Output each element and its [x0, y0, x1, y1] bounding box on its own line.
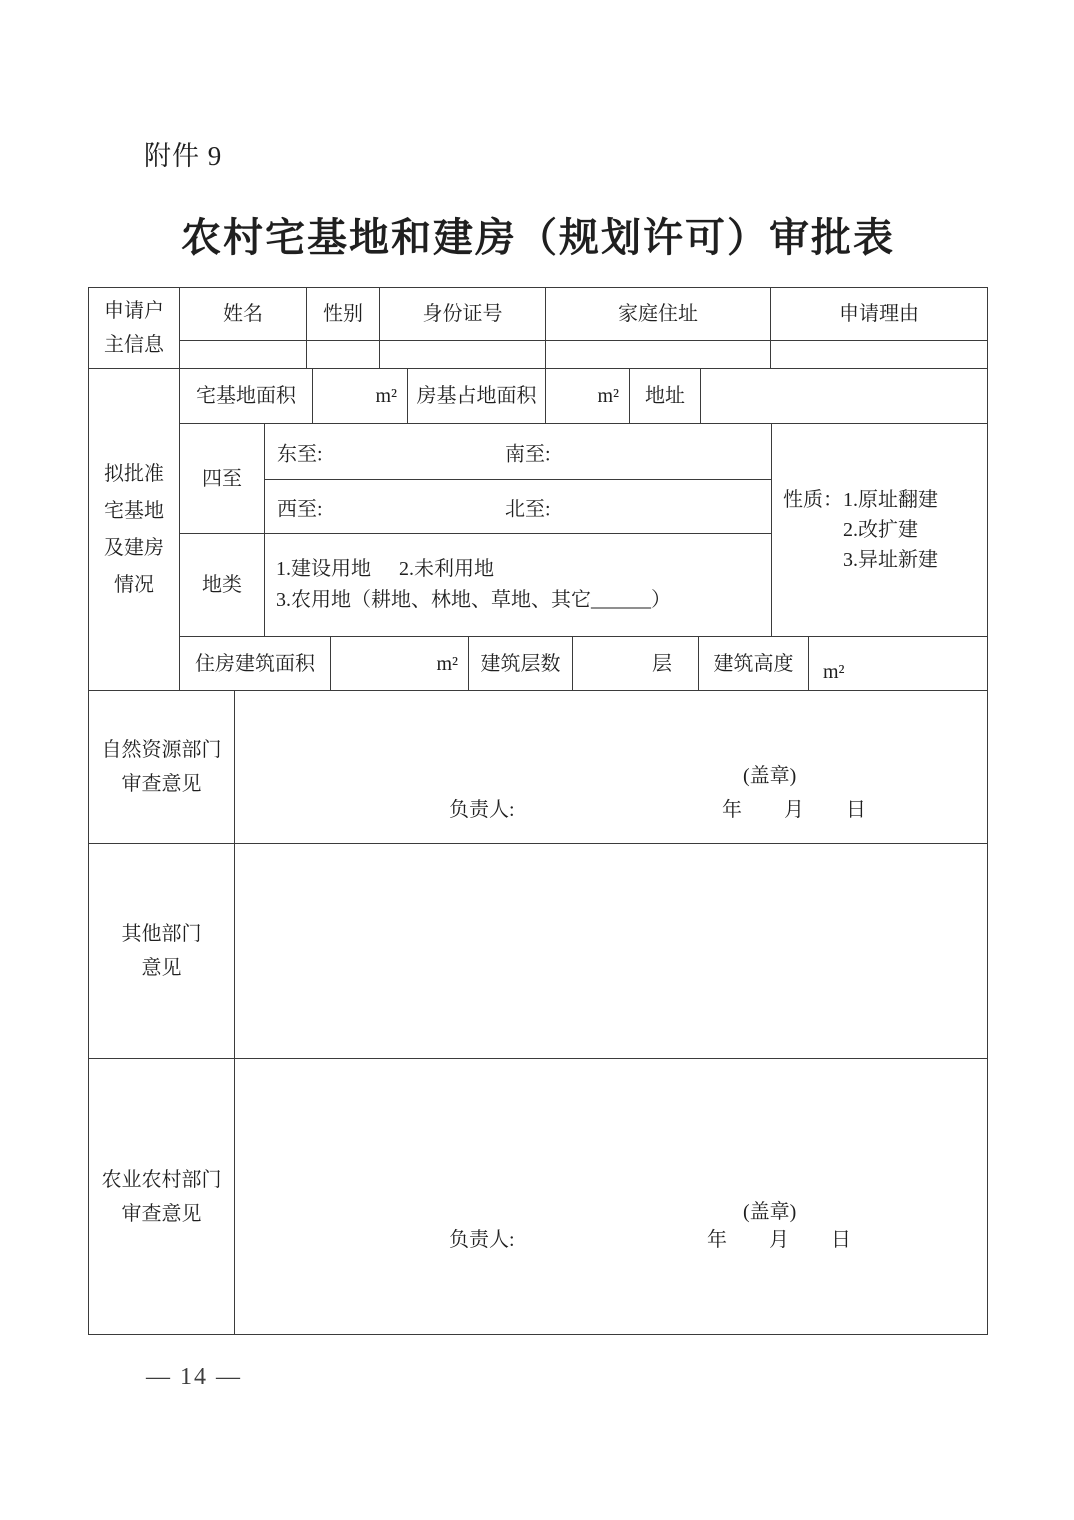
land-type-label: 地类: [180, 534, 265, 636]
homestead-section: [89, 369, 987, 691]
agriculture-label: 农业农村部门审查意见: [101, 1168, 222, 1225]
approval-form-table: [88, 287, 988, 1335]
stamp-placeholder: (盖章): [743, 1201, 797, 1223]
storeys-label: 建筑层数: [469, 637, 573, 690]
other-departments-label: 其他部门意见: [121, 923, 202, 979]
address-label: 地址: [630, 369, 701, 423]
year-label: 年: [707, 1229, 727, 1251]
reason-fill-cell: [771, 341, 987, 368]
other-departments-section: [89, 844, 987, 1059]
day-label: 日: [831, 1229, 851, 1251]
header-gender: 性别: [307, 288, 380, 340]
header-home-address: 家庭住址: [546, 288, 771, 340]
land-type-options: [265, 534, 771, 636]
applicant-info-section: [89, 288, 987, 369]
signer-label: 负责人:: [449, 799, 515, 821]
floor-area-label: 住房建筑面积: [180, 637, 331, 690]
nature-option-new-site: 3.异址新建: [843, 549, 938, 571]
nature-options: [772, 424, 987, 636]
nature-prefix: 性质：: [783, 489, 843, 511]
natural-resources-label-cell: [89, 691, 235, 843]
stamp-placeholder: (盖章): [743, 765, 797, 787]
footprint-unit-cell: m²: [546, 369, 630, 423]
signer-label: 负责人:: [449, 1229, 515, 1251]
agriculture-section: [89, 1059, 987, 1334]
agriculture-label-cell: [89, 1059, 235, 1334]
applicant-info-label-cell: [89, 288, 180, 368]
address-fill-cell: [701, 369, 987, 423]
date-line: [707, 1223, 851, 1252]
boundary-landtype-block: [180, 424, 987, 637]
nature-option-rebuild: 1.原址翻建: [843, 489, 938, 511]
homestead-area-unit-cell: m²: [313, 369, 408, 423]
boundary-east-south-row: [265, 424, 771, 480]
land-option-construction: 1.建设用地: [276, 558, 371, 580]
header-id-number: 身份证号: [380, 288, 546, 340]
page-title: 农村宅基地和建房（规划许可）审批表: [181, 215, 895, 260]
date-line: [722, 793, 866, 822]
natural-resources-label: 自然资源部门审查意见: [101, 739, 222, 795]
boundary-west-north-row: [265, 480, 771, 533]
applicant-value-row: [180, 341, 987, 368]
storeys-unit-cell: 层: [573, 637, 699, 690]
homestead-area-label: 宅基地面积: [180, 369, 313, 423]
home-address-fill-cell: [546, 341, 771, 368]
header-name: 姓名: [180, 288, 307, 340]
month-label: 月: [784, 799, 804, 821]
name-fill-cell: [180, 341, 307, 368]
header-reason: 申请理由: [839, 303, 919, 325]
building-height-label: 建筑高度: [699, 637, 809, 690]
land-option-unused: 2.未利用地: [399, 558, 494, 580]
nature-option-expand: 2.改扩建: [843, 519, 918, 541]
attachment-label: 附件 9: [144, 141, 223, 171]
land-type-row: [180, 534, 771, 636]
gender-fill-cell: [307, 341, 380, 368]
homestead-label-cell: [89, 369, 180, 690]
day-label: 日: [846, 799, 866, 821]
building-height-unit-cell: m²: [823, 661, 845, 683]
boundary-rows: [180, 424, 771, 534]
footprint-label: 房基占地面积: [408, 369, 546, 423]
month-label: 月: [769, 1229, 789, 1251]
other-departments-label-cell: [89, 844, 235, 1058]
applicant-header-row: [180, 288, 987, 341]
year-label: 年: [722, 799, 742, 821]
west-label: 西至:: [277, 498, 323, 520]
natural-resources-content: [235, 691, 987, 843]
area-row: [180, 369, 987, 424]
south-label: 南至:: [505, 443, 551, 465]
applicant-info-label: 申请户主信息: [104, 300, 164, 356]
page-number: — 14 —: [146, 1364, 242, 1390]
boundary-label: 四至: [180, 424, 265, 533]
natural-resources-section: [89, 691, 987, 844]
north-label: 北至:: [505, 498, 551, 520]
building-row: [180, 637, 987, 690]
east-label: 东至:: [277, 443, 323, 465]
id-number-fill-cell: [380, 341, 546, 368]
other-departments-content: [235, 844, 987, 1058]
homestead-label: 拟批准宅基地及建房情况: [104, 462, 164, 596]
land-option-agricultural: 3.农用地（耕地、林地、草地、其它______）: [276, 589, 671, 611]
agriculture-content: [235, 1059, 987, 1334]
floor-area-unit-cell: m²: [331, 637, 469, 690]
